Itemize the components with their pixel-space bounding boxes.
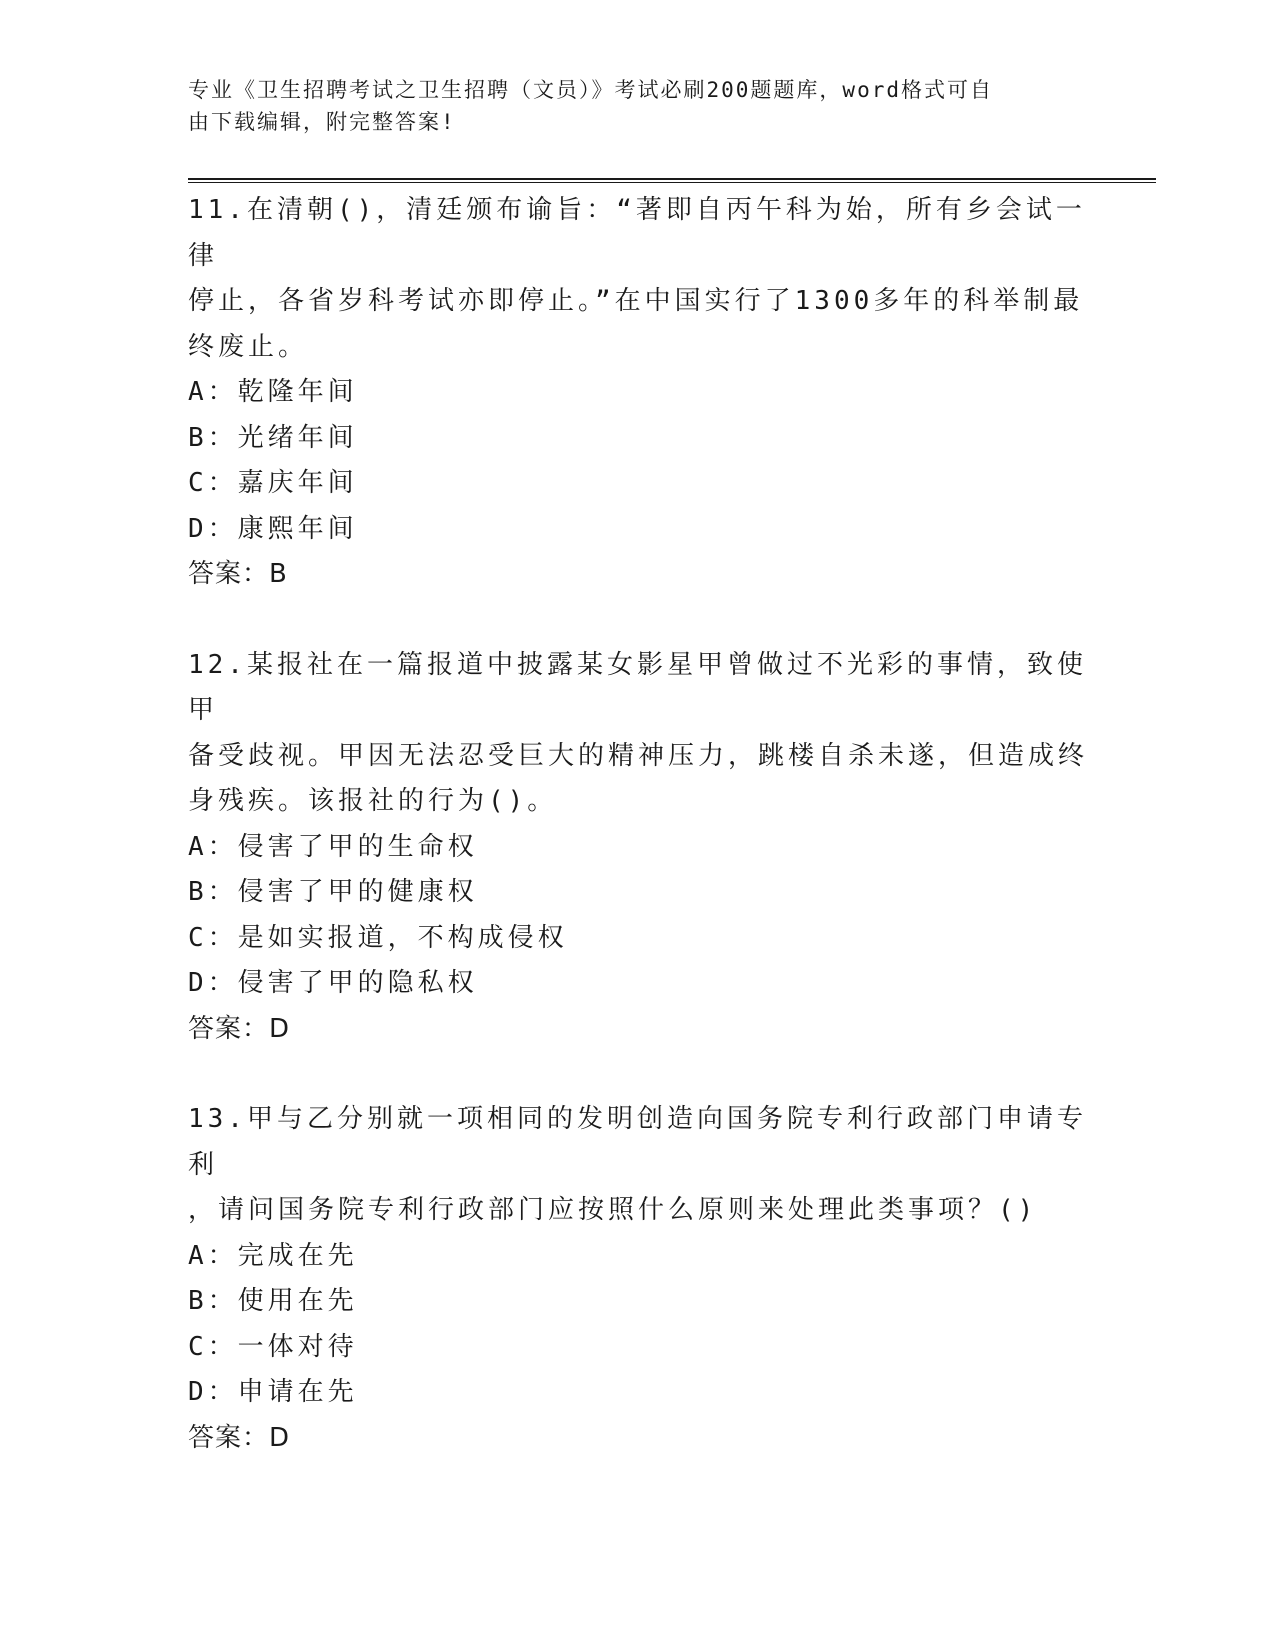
header-line-1: 专业《卫生招聘考试之卫生招聘（文员）》考试必刷200题题库，word格式可自 (188, 78, 993, 102)
option-b: B：使用在先 (188, 1286, 358, 1316)
answer-line: 答案：B (188, 559, 288, 589)
option-b: B：光绪年间 (188, 422, 358, 453)
answer-line: 答案：D (188, 1013, 291, 1044)
question-stem-line: 身残疾。该报社的行为()。 (188, 786, 558, 816)
option-a: A：乾隆年间 (188, 377, 358, 407)
option-b: B：侵害了甲的健康权 (188, 877, 478, 907)
question-13 (188, 1097, 1088, 1461)
option-a: A：侵害了甲的生命权 (188, 831, 478, 862)
answer-line: 答案：D (188, 1422, 291, 1453)
question-list (188, 188, 1088, 1461)
option-d: D：侵害了甲的隐私权 (188, 968, 478, 998)
option-a: A：完成在先 (188, 1240, 358, 1271)
option-c: C：是如实报道，不构成侵权 (188, 922, 568, 953)
option-c: C：一体对待 (188, 1331, 358, 1362)
question-12 (188, 643, 1088, 1053)
option-c: C：嘉庆年间 (188, 468, 358, 498)
question-stem-line: 停止，各省岁科考试亦即停止。”在中国实行了1300多年的科举制最 (188, 286, 1084, 316)
question-stem-line: 12.某报社在一篇报道中披露某女影星甲曾做过不光彩的事情，致使甲 (188, 649, 1087, 725)
question-stem-line: ，请问国务院专利行政部门应按照什么原则来处理此类事项？() (188, 1195, 1038, 1225)
question-stem-line: 备受歧视。甲因无法忍受巨大的精神压力，跳楼自杀未遂，但造成终 (188, 740, 1089, 771)
header-line-2: 由下载编辑，附完整答案! (188, 110, 456, 134)
document-header (188, 74, 1068, 138)
question-11 (188, 188, 1088, 598)
header-divider (188, 178, 1156, 183)
question-stem-line: 13.甲与乙分别就一项相同的发明创造向国务院专利行政部门申请专利 (188, 1104, 1087, 1180)
question-stem-line: 终废止。 (188, 331, 309, 362)
option-d: D：康熙年间 (188, 513, 358, 544)
option-d: D：申请在先 (188, 1377, 358, 1407)
question-stem-line: 11.在清朝()，清廷颁布谕旨：“著即自丙午科为始，所有乡会试一律 (188, 195, 1086, 271)
